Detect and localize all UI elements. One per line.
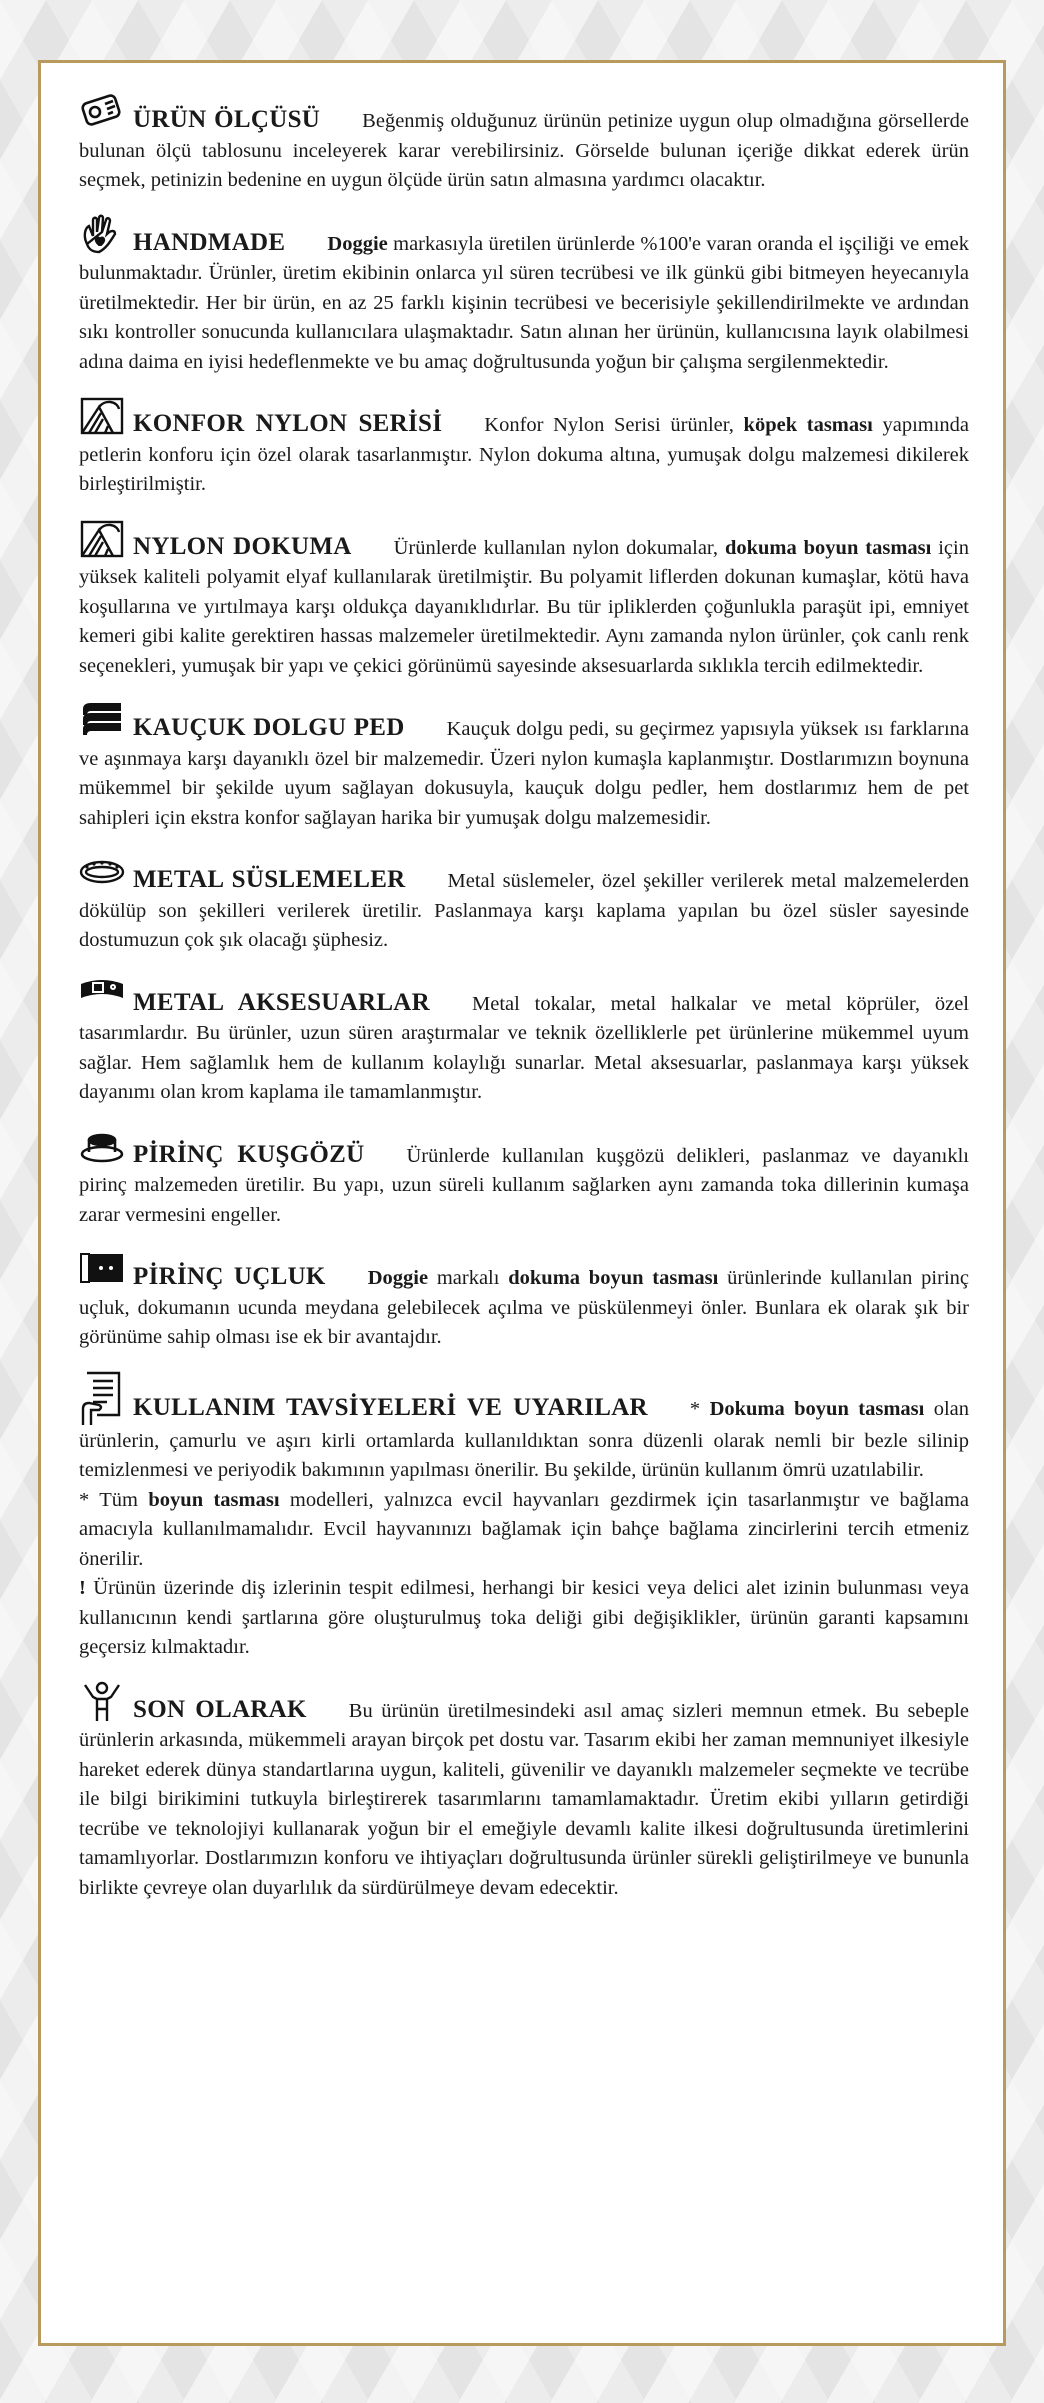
section-text: yapımında petlerin konforu için özel olarak tasarlanmıştır. Nylon dokuma altına, yumuşak dolgu malzemesi dikilerek birleştirilmiştir. (79, 414, 970, 495)
section-title: METAL SÜSLEMELER (133, 866, 406, 893)
section-text: Metal süslemeler, özel şekiller verilerek metal malzemelerden dökülüp son şekilleri verilerek üretilir. Paslanmaya karşı kaplama yapılan bu özel süsler sayesinde dostumuzun çok şık olacağı şüphesiz. (79, 870, 969, 951)
section-title: HANDMADE (133, 228, 286, 256)
usage-paragraph-2 (79, 1486, 969, 1575)
section-brass-eyelet (79, 1126, 969, 1231)
section-title: SON OLARAK (133, 1695, 307, 1723)
section-handmade (79, 214, 969, 378)
fabric-roll-icon (79, 518, 125, 560)
section-title: KAUÇUK DOLGU PED (133, 714, 405, 741)
section-text: modelleri, yalnızca evcil hayvanları gezdirmek için tasarlanmıştır ve bağlama amacıyla kullanılmamalıdır. Evcil hayvanınızı bağlamak için bahçe bağlama zincirlerini tercih etmeniz önerilir. (79, 1488, 969, 1570)
padding-layers-icon (79, 699, 125, 741)
keyword: dokuma boyun tasması (508, 1267, 719, 1289)
section-text: Beğenmiş olduğunuz ürünün petinize uygun olup olmadığına görsellerde bulunan ölçü tablosunu inceleyerek karar verebilirsiniz. Görselde bulunan içeriğe dikkat ederek ürün seçmek, petinizin bedenine en uygun ölçüde ürün satın almasına yardımcı olacaktır. (79, 110, 969, 191)
section-text: markasıyla üretilen ürünlerde %100'e varan oranda el işçiliği ve emek bulunmaktadır. Ürünler, üretim ekibinin onlarca yıl süren tecrübesi ve ilk günkü gibi bitmeyen heyecanıyla üretilmektedir. Her bir ürün, en az 25 farklı kişinin tecrübesi ve becerisiyle şekillendirilmekte ve ardından sıkı kontroller sonucunda kullanıcılara ulaşmaktadır. Satın alınan her ürünün, kullanıcısına layık olabilmesi adına daima en iyisi hedeflenmekte ve bu amaç doğrultusunda yoğun bir çalışma sergilenmektedir. (79, 232, 969, 373)
keyword: köpek tasması (743, 414, 873, 436)
brand-name: Doggie (327, 232, 388, 255)
section-brass-tip (79, 1248, 969, 1353)
section-text: Konfor Nylon Serisi ürünler, (484, 414, 744, 436)
eyelet-icon (79, 1126, 125, 1168)
buckle-collar-icon (79, 974, 125, 1016)
section-product-size (79, 91, 969, 196)
document-hand-icon (79, 1371, 125, 1427)
section-text: ürünlerinde kullanılan pirinç uçluk, dokumanın ucunda meydana gelebilecek açılma ve püskülenmeyi önler. Bunlara ek olarak şık bir görünüme sahip olması ise ek bir avantajdır. (79, 1267, 969, 1348)
section-title: PİRİNÇ UÇLUK (133, 1263, 326, 1290)
section-nylon-weave (79, 518, 969, 682)
warning-mark: ! (79, 1577, 86, 1599)
studded-collar-icon (79, 851, 125, 893)
section-text: Metal tokalar, metal halkalar ve metal köprüler, özel tasarımlardır. Bu ürünler, uzun süren araştırmalar ve teknik özelliklerle pet ürünlerine mükemmel uyum sağlar. Hem sağlamlık hem de kullanım kolaylığı sunarlar. Metal aksesuarlar, paslanmaya karşı yüksek dayanımı olan krom kaplama ile tamamlanmıştır. (79, 992, 969, 1103)
section-text: Ürünlerde kullanılan nylon dokumalar, (393, 536, 725, 559)
section-text: Ürünün üzerinde diş izlerinin tespit edilmesi, herhangi bir kesici veya delici alet izinin bulunması veya kullanıcının kendi şartlarına göre oluşturulmuş toka deliği gibi değişiklikler, ürünün garanti kapsamını geçersiz kılmaktadır. (79, 1577, 969, 1658)
section-conclusion (79, 1681, 969, 1904)
section-text: Ürünlerde kullanılan kuşgözü delikleri, paslanmaz ve dayanıklı pirinç malzemeden üretilir. Bu yapı, uzun süreli kullanım sağlarken aynı zamanda toka dillerinin kumaşa zarar vermesini engeller. (79, 1144, 969, 1226)
bullet-star: * (689, 1397, 710, 1420)
keyword: Dokuma boyun tasması (709, 1397, 925, 1420)
keyword: dokuma boyun tasması (724, 536, 932, 559)
section-text: Bu ürünün üretilmesindeki asıl amaç sizleri memnun etmek. Bu sebeple ürünlerin arkasında, mükemmeli arayan birçok pet dostu var. Tasarım ekibi her zaman memnuniyet ilkesiyle hareket ederek dünya standartlarına uygun, kaliteli, güvenilir ve dayanıklı malzemeler seçmekte ve tecrübe ile bilgi birikimini tutkuyla birleştirerek tasarımlarını tamamlamaktadır. Üretim ekibi yılların getirdiği tecrübe ve teknolojiyi kullanarak yoğun bir el emeğiyle devamlı kalite ilkesi doğrultusunda üretimlerini tamamlıyorlar. Dostlarımızın konforu ve ihtiyaçları doğrultusunda ürünler sürekli geliştirilmeye ve bununla birlikte çevreye olan duyarlılık da sürdürülmeye devam edecektir. (79, 1699, 969, 1899)
section-text: için yüksek kaliteli polyamit elyaf kullanılarak üretilmiştir. Bu polyamit liflerden dokunan kumaşlar, kötü hava koşullarına ve yırtılmaya karşı oldukça dayanıklıdırlar. Bu tür ipliklerden çoğunlukla paraşüt ipi, emniyet kemeri gibi kalite gerektiren hassas malzemeler üretilmektedir. Aynı zamanda nylon ürünler, çok canlı renk seçenekleri, yumuşak bir yapı ve çekici görünümü sayesinde aksesuarlarda sıklıkla tercih edilmektedir. (79, 536, 969, 677)
section-title: NYLON DOKUMA (133, 532, 352, 560)
section-title: METAL AKSESUARLAR (133, 988, 431, 1016)
measuring-tape-icon (79, 91, 125, 133)
section-usage-warnings (79, 1371, 969, 1663)
section-title: KULLANIM TAVSİYELERİ VE UYARILAR (133, 1393, 648, 1421)
hand-heart-icon (79, 214, 125, 256)
section-metal-ornaments (79, 851, 969, 956)
section-text: markalı (428, 1267, 509, 1289)
bullet-star: * Tüm (79, 1488, 149, 1511)
section-title: PİRİNÇ KUŞGÖZÜ (133, 1140, 365, 1168)
keyword: boyun tasması (148, 1488, 280, 1511)
section-text: Kauçuk dolgu pedi, su geçirmez yapısıyla yüksek ısı farklarına ve aşınmaya karşı dayanıklı özel bir malzemedir. Üzeri nylon kumaşla kaplanmıştır. Dostlarımızın boynuna mükemmel bir şekilde uyum sağlayan dokusuyla, kauçuk dolgu pedler, hem dostlarımız hem de pet sahipleri için ekstra konfor sağlayan harika bir yumuşak dolgu malzemesidir. (79, 718, 969, 829)
fabric-roll-icon (79, 395, 125, 437)
section-text: olan ürünlerin, çamurlu ve aşırı kirli ortamlarda kullanıldıktan sonra düzenli olarak nemli bir bezle silinip temizlenmesi ve periyodik bakımının yapılması önerilir. Bu şekilde, ürünün kullanım ömrü uzatılabilir. (79, 1397, 970, 1481)
brand-name: Doggie (367, 1267, 429, 1289)
strap-tip-icon (79, 1248, 125, 1290)
usage-paragraph-3 (79, 1574, 969, 1663)
usage-paragraph-1 (79, 1371, 969, 1486)
section-comfort-nylon (79, 395, 969, 500)
happy-person-icon (79, 1681, 125, 1723)
section-rubber-pad (79, 699, 969, 833)
info-panel (38, 60, 1006, 2346)
section-metal-accessories (79, 974, 969, 1108)
section-title: KONFOR NYLON SERİSİ (133, 410, 443, 437)
section-title: ÜRÜN ÖLÇÜSÜ (133, 106, 321, 133)
